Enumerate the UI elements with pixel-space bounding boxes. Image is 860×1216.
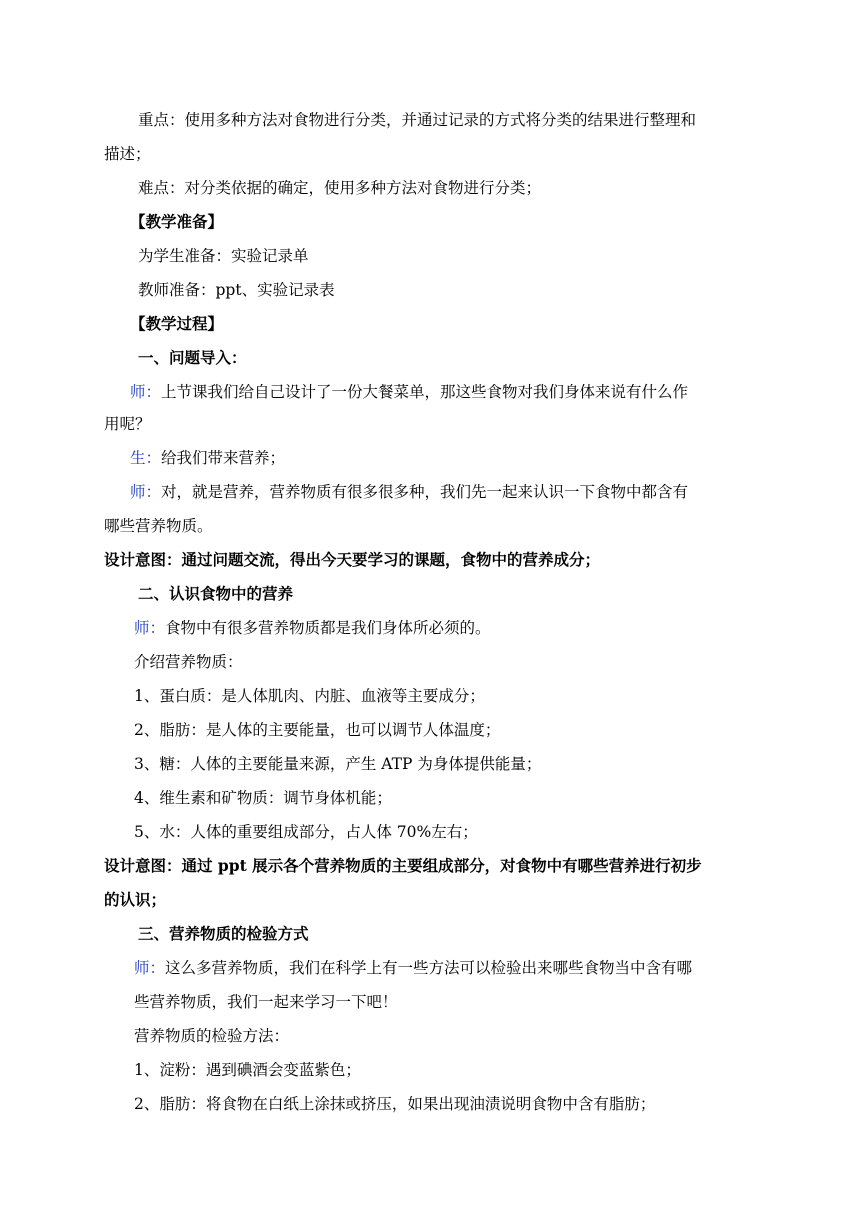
section2-teacher-line xyxy=(134,618,491,638)
dialog-text: 上节课我们给自己设计了一份大餐菜单，那这些食物对我们身体来说有什么作 xyxy=(161,383,689,401)
focus-line-2: 描述； xyxy=(104,145,151,163)
prep-heading: 【教学准备】 xyxy=(130,212,224,231)
difficulty-line: 难点：对分类依据的确定，使用多种方法对食物进行分类； xyxy=(138,179,542,197)
dialog-text: 对，就是营养，营养物质有很多很多种，我们先一起来认识一下食物中都含有 xyxy=(161,483,689,501)
prep-students: 为学生准备：实验记录单 xyxy=(138,247,309,265)
prep-teacher: 教师准备：ppt、实验记录表 xyxy=(138,281,335,299)
section2-intent-line-2: 的认识； xyxy=(104,890,167,909)
dialog-text: 这么多营养物质，我们在科学上有一些方法可以检验出来哪些食物当中含有哪 xyxy=(165,959,693,977)
nutrient-item: 3、糖：人体的主要能量来源，产生 ATP 为身体提供能量； xyxy=(134,755,542,773)
speaker-label: 师： xyxy=(134,959,166,977)
dialog-continuation: 用呢？ xyxy=(104,415,151,433)
process-heading: 【教学过程】 xyxy=(130,314,224,333)
dialog-line xyxy=(130,482,688,502)
section2-heading: 二、认识食物中的营养 xyxy=(138,584,294,603)
speaker-label: 师： xyxy=(130,383,162,401)
dialog-continuation: 哪些营养物质。 xyxy=(104,517,213,535)
section3-teacher-line xyxy=(134,958,692,978)
speaker-label: 师： xyxy=(130,483,162,501)
section2-intro: 介绍营养物质： xyxy=(134,653,243,671)
speaker-label: 生： xyxy=(130,449,162,467)
section3-teacher-continuation: 些营养物质，我们一起来学习一下吧！ xyxy=(134,993,398,1011)
section3-intro: 营养物质的检验方法： xyxy=(134,1027,290,1045)
speaker-label: 师： xyxy=(134,619,166,637)
dialog-line xyxy=(130,382,688,402)
dialog-line xyxy=(130,448,285,468)
section1-heading: 一、问题导入： xyxy=(138,348,247,367)
nutrient-item: 1、蛋白质：是人体肌肉、内脏、血液等主要成分； xyxy=(134,687,485,705)
dialog-text: 食物中有很多营养物质都是我们身体所必须的。 xyxy=(165,619,491,637)
nutrient-item: 2、脂肪：是人体的主要能量，也可以调节人体温度； xyxy=(134,721,501,739)
test-method-item: 2、脂肪：将食物在白纸上涂抹或挤压，如果出现油渍说明食物中含有脂肪； xyxy=(134,1095,656,1113)
test-method-item: 1、淀粉：遇到碘酒会变蓝紫色； xyxy=(134,1061,361,1079)
section2-intent-line-1: 设计意图：通过 ppt 展示各个营养物质的主要组成部分，对食物中有哪些营养进行初步 xyxy=(104,856,702,875)
nutrient-item: 4、维生素和矿物质：调节身体机能； xyxy=(134,789,392,807)
section1-intent: 设计意图：通过问题交流，得出今天要学习的课题，食物中的营养成分； xyxy=(104,550,601,569)
dialog-text: 给我们带来营养； xyxy=(161,449,286,467)
section3-heading: 三、营养物质的检验方式 xyxy=(138,924,309,943)
focus-line-1: 重点：使用多种方法对食物进行分类，并通过记录的方式将分类的结果进行整理和 xyxy=(138,111,697,129)
nutrient-item: 5、水：人体的重要组成部分，占人体 70%左右； xyxy=(134,823,478,841)
